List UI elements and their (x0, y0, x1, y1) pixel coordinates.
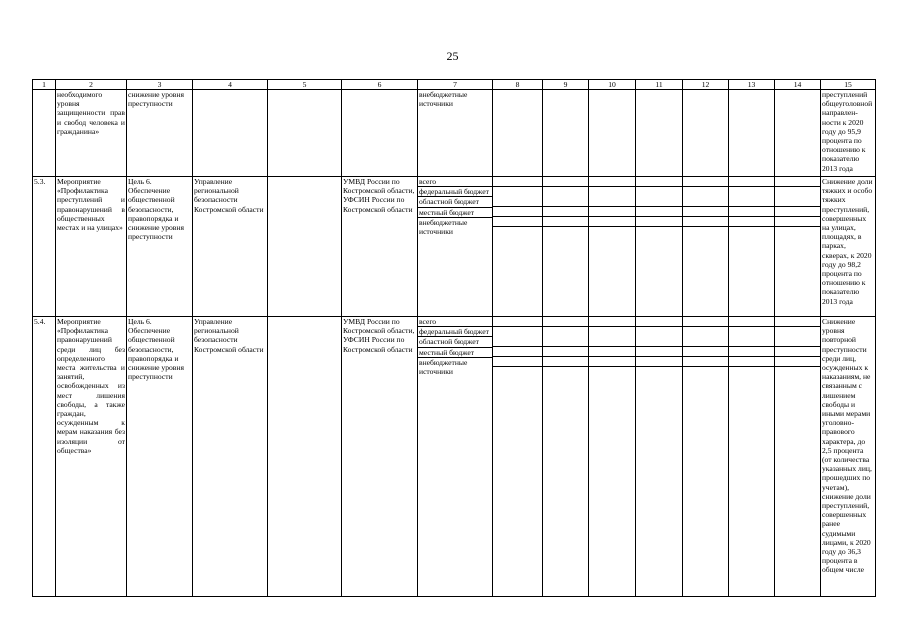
responsible-cell: Управление региональной безопасности Костромской области (193, 177, 268, 317)
funding-source: внебюджетные источники (419, 217, 468, 237)
table-row (33, 317, 876, 597)
activity-cell: Мероприятие «Профилактика правонарушений среди лиц без определенного места жительства и занятий, освобожденных из мест лишения свободы, а также граждан, осужденным к мерам наказания без изоляции от общества» (56, 317, 127, 597)
activity-cell: Мероприятие «Профилактика преступлений и правонарушений в общественных местах и на улицах» (56, 177, 127, 317)
column-header: 13 (729, 80, 775, 90)
funding-source: внебюджетные источники (419, 357, 468, 377)
program-activities-table (32, 79, 876, 597)
column-header: 11 (636, 80, 683, 90)
column-header: 6 (342, 80, 418, 90)
table-row (33, 90, 876, 177)
funding-source: всего (418, 177, 492, 187)
column-header: 7 (418, 80, 493, 90)
funding-source-cell: внебюджетные источники (418, 90, 493, 177)
column-header: 2 (56, 80, 127, 90)
column-header: 3 (127, 80, 193, 90)
funding-source: всего (418, 317, 492, 327)
column-header: 10 (589, 80, 636, 90)
responsible-cell: Управление региональной безопасности Костромской области (193, 317, 268, 597)
page-number: 25 (446, 49, 459, 63)
column-header: 9 (543, 80, 589, 90)
column-number-row (33, 80, 876, 90)
indicator-cell: Снижение уровня повторной преступности среди лиц, осужденных к наказаниям, не связанным с лишением свободы и иными мерами уголовно-правового характера, до 2,5 процента (от количества указанных лиц, прошедших по учетам), снижение доли преступлений, совершенных ранее судимыми лицами, к 2020 году до 36,3 процента в общем числе (821, 317, 876, 597)
column-header: 5 (268, 80, 342, 90)
funding-source: местный бюджет (418, 208, 492, 218)
co-executor-cell: УМВД России по Костромской области, УФСИН России по Костромской области (342, 177, 418, 317)
co-executor-cell: УМВД России по Костромской области, УФСИН России по Костромской области (342, 317, 418, 597)
goal-cell: Цель 6. Обеспечение общественной безопасности, правопорядка и снижение уровня преступности (127, 317, 193, 597)
funding-sources (418, 317, 493, 597)
activity-cell: необходимого уровня защищенности прав и свобод человека и гражданина» (56, 90, 127, 177)
funding-source: местный бюджет (418, 348, 492, 358)
funding-source: федеральный бюджет (418, 187, 492, 197)
table-row (33, 177, 876, 317)
funding-source: областной бюджет (418, 337, 492, 347)
column-header: 1 (33, 80, 56, 90)
indicator-cell: преступлений общеуголовной направлен-ности к 2020 году до 95,9 процента по отношению к показателю 2013 года (821, 90, 876, 177)
goal-cell: снижение уровня преступности (127, 90, 193, 177)
column-header: 4 (193, 80, 268, 90)
column-header: 12 (683, 80, 729, 90)
row-number: 5.4. (33, 317, 56, 597)
column-header: 8 (493, 80, 543, 90)
row-number: 5.3. (33, 177, 56, 317)
funding-sources (418, 177, 493, 317)
funding-source: федеральный бюджет (418, 327, 492, 337)
goal-cell: Цель 6. Обеспечение общественной безопасности, правопорядка и снижение уровня преступности (127, 177, 193, 317)
funding-source: областной бюджет (418, 197, 492, 207)
indicator-cell: Снижение доли тяжких и особо тяжких преступлений, совершенных на улицах, площадях, в парках, скверах, к 2020 году до 98,2 процента по отношению к показателю 2013 года (821, 177, 876, 317)
column-header: 15 (821, 80, 876, 90)
column-header: 14 (775, 80, 821, 90)
